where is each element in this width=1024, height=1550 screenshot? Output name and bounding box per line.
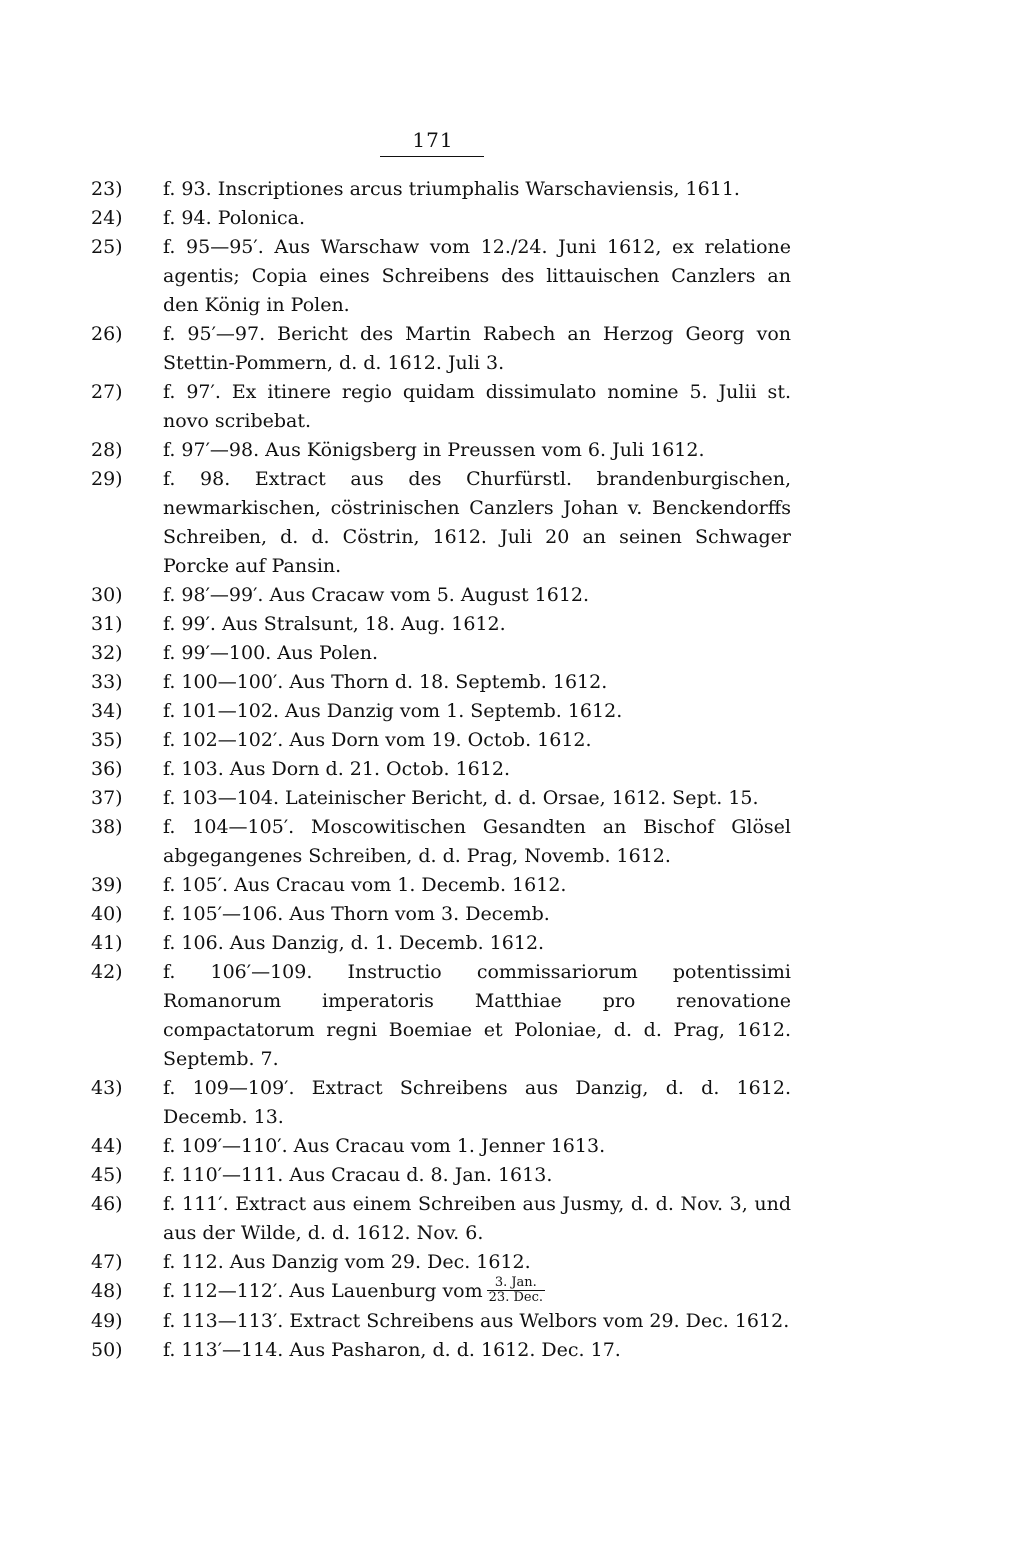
entry-text: f. 99′—100. Aus Polen. [163, 642, 379, 664]
entry-text: f. 100—100′. Aus Thorn d. 18. Septemb. 1612. [163, 671, 608, 693]
entry-number: 37) [91, 787, 123, 809]
entry-text: f. 109—109′. Extract Schreibens aus Danzig, d. d. 1612. Decemb. 13. [163, 1077, 791, 1128]
list-item [91, 1190, 791, 1248]
entry-number: 44) [91, 1135, 123, 1157]
entry-number: 42) [91, 961, 123, 983]
entry-number: 47) [91, 1251, 123, 1273]
list-item [91, 1248, 791, 1277]
entry-text: f. 105′—106. Aus Thorn vom 3. Decemb. [163, 903, 550, 925]
list-item [91, 755, 791, 784]
entry-text: f. 106′—109. Instructio commissariorum potentissimi Romanorum imperatoris Matthiae pro renovatione compactatorum regni Boemiae et Poloniae, d. d. Prag, 1612. Septemb. 7. [163, 961, 791, 1070]
entry-text: f. 110′—111. Aus Cracau d. 8. Jan. 1613. [163, 1164, 553, 1186]
entry-number: 41) [91, 932, 123, 954]
entry-text: f. 104—105′. Moscowitischen Gesandten an Bischof Glösel abgegangenes Schreiben, d. d. Prag, Novemb. 1612. [163, 816, 791, 867]
entry-text: f. 112. Aus Danzig vom 29. Dec. 1612. [163, 1251, 531, 1273]
list-item [91, 1307, 791, 1336]
fraction-denominator: 23. Dec. [488, 1289, 543, 1305]
entry-text: f. 103—104. Lateinischer Bericht, d. d. Orsae, 1612. Sept. 15. [163, 787, 759, 809]
entry-text: f. 95′—97. Bericht des Martin Rabech an Herzog Georg von Stettin-Pommern, d. d. 1612. Juli 3. [163, 323, 791, 374]
list-item [91, 581, 791, 610]
entry-number: 24) [91, 207, 123, 229]
list-item [91, 726, 791, 755]
date-fraction [487, 1276, 545, 1305]
entry-text: f. 103. Aus Dorn d. 21. Octob. 1612. [163, 758, 510, 780]
list-item [91, 900, 791, 929]
entry-number: 27) [91, 381, 123, 403]
entry-number: 40) [91, 903, 123, 925]
entry-number: 49) [91, 1309, 123, 1332]
entry-number: 46) [91, 1193, 123, 1215]
list-item [91, 436, 791, 465]
list-item [91, 697, 791, 726]
entry-number: 29) [91, 468, 123, 490]
entry-text: f. 101—102. Aus Danzig vom 1. Septemb. 1612. [163, 700, 623, 722]
entry-number: 30) [91, 584, 123, 606]
entry-text: f. 112—112′. Aus Lauenburg vom [163, 1280, 483, 1302]
list-item [91, 958, 791, 1074]
entry-list [91, 175, 791, 1365]
entry-text: f. 111′. Extract aus einem Schreiben aus Jusmy, d. d. Nov. 3, und aus der Wilde, d. d. 1612. Nov. 6. [163, 1193, 791, 1244]
list-item [91, 233, 791, 320]
list-item [91, 639, 791, 668]
list-item [91, 175, 791, 204]
entry-number: 43) [91, 1077, 123, 1099]
entry-number: 38) [91, 816, 123, 838]
list-item [91, 1132, 791, 1161]
entry-number: 32) [91, 642, 123, 664]
entry-number: 31) [91, 613, 123, 635]
entry-text: f. 97′. Ex itinere regio quidam dissimulato nomine 5. Julii st. novo scribebat. [163, 381, 791, 432]
entry-text: f. 102—102′. Aus Dorn vom 19. Octob. 1612. [163, 729, 592, 751]
list-item [91, 1161, 791, 1190]
page-number: 171 [412, 128, 454, 152]
entry-number: 33) [91, 671, 123, 693]
list-item [91, 204, 791, 233]
list-item [91, 610, 791, 639]
entry-text: f. 113—113′. Extract Schreibens aus Welbors vom 29. Dec. 1612. [163, 1309, 790, 1332]
entry-text: f. 97′—98. Aus Königsberg in Preussen vom 6. Juli 1612. [163, 439, 705, 461]
list-item [91, 1336, 791, 1365]
entry-number: 50) [91, 1338, 123, 1361]
entry-text: f. 94. Polonica. [163, 207, 305, 229]
entry-number: 34) [91, 700, 123, 722]
list-item [91, 813, 791, 871]
entry-text: f. 99′. Aus Stralsunt, 18. Aug. 1612. [163, 613, 506, 635]
entry-text: f. 106. Aus Danzig, d. 1. Decemb. 1612. [163, 932, 545, 954]
entry-number: 26) [91, 323, 123, 345]
list-item [91, 784, 791, 813]
list-item [91, 871, 791, 900]
list-item [91, 465, 791, 581]
entry-text: f. 98′—99′. Aus Cracaw vom 5. August 1612. [163, 584, 590, 606]
list-item [91, 378, 791, 436]
header-rule [380, 156, 484, 157]
entry-number: 36) [91, 758, 123, 780]
entry-text: f. 95—95′. Aus Warschaw vom 12./24. Juni 1612, ex relatione agentis; Copia eines Schreibens des littauischen Canzlers an den König in Polen. [163, 236, 791, 316]
entry-number: 45) [91, 1164, 123, 1186]
entry-number: 48) [91, 1280, 123, 1302]
entry-number: 23) [91, 178, 123, 200]
list-item [91, 1074, 791, 1132]
entry-number: 25) [91, 236, 123, 258]
list-item [91, 320, 791, 378]
entry-number: 35) [91, 729, 123, 751]
entry-number: 39) [91, 874, 123, 896]
fraction-numerator: 3. Jan. [487, 1276, 545, 1291]
list-item [91, 929, 791, 958]
entry-text: f. 113′—114. Aus Pasharon, d. d. 1612. Dec. 17. [163, 1338, 621, 1361]
entry-number: 28) [91, 439, 123, 461]
entry-text: f. 109′—110′. Aus Cracau vom 1. Jenner 1613. [163, 1135, 606, 1157]
list-item [91, 1274, 791, 1307]
entry-text: f. 93. Inscriptiones arcus triumphalis Warschaviensis, 1611. [163, 178, 740, 200]
entry-text: f. 98. Extract aus des Churfürstl. brandenburgischen, newmarkischen, cöstrinischen Canzlers Johan v. Benckendorffs Schreiben, d. d. Cöstrin, 1612. Juli 20 an seinen Schwager Porcke auf Pansin. [163, 468, 791, 577]
list-item [91, 668, 791, 697]
entry-text: f. 105′. Aus Cracau vom 1. Decemb. 1612. [163, 874, 567, 896]
